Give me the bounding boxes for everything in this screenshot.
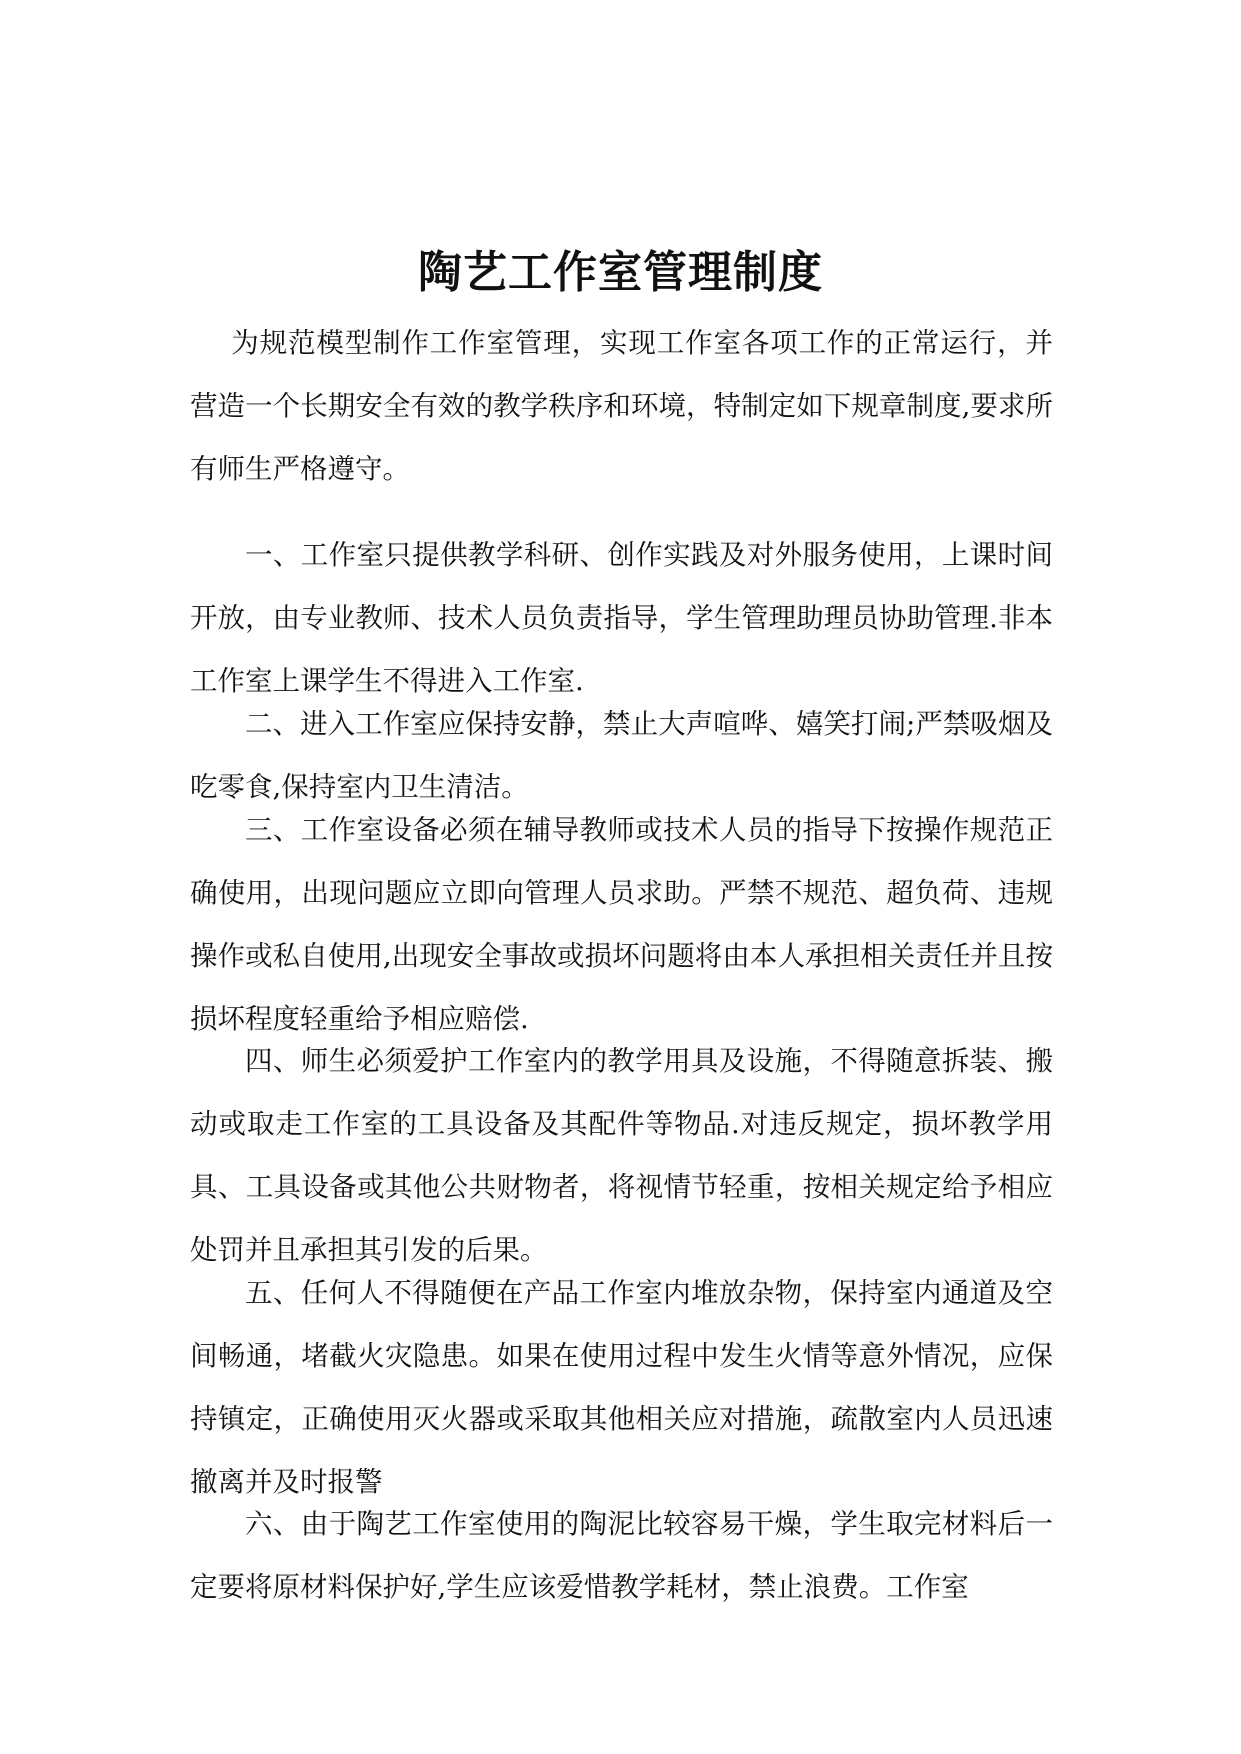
rule-paragraph-5: 五、任何人不得随便在产品工作室内堆放杂物，保持室内通道及空间畅通，堵截火灾隐患。如果在使用过程中发生火情等意外情况，应保持镇定，正确使用灭火器或采取其他相关应对措施，疏散室内人员迅速撤离并及时报警 [190, 1277, 1053, 1498]
document-title: 陶艺工作室管理制度 [418, 247, 823, 299]
rule-paragraph-6: 六、由于陶艺工作室使用的陶泥比较容易干燥，学生取完材料后一定要将原材料保护好,学生应该爱惜教学耗材，禁止浪费。工作室 [190, 1508, 1053, 1603]
rule-paragraph-4: 四、师生必须爱护工作室内的教学用具及设施，不得随意拆装、搬动或取走工作室的工具设备及其配件等物品.对违反规定，损坏教学用具、工具设备或其他公共财物者，将视情节轻重，按相关规定给予相应处罚并且承担其引发的后果。 [190, 1045, 1053, 1266]
rule-paragraph-2: 二、进入工作室应保持安静，禁止大声喧哗、嬉笑打闹;严禁吸烟及吃零食,保持室内卫生清洁。 [190, 708, 1053, 803]
rule-paragraph-3: 三、工作室设备必须在辅导教师或技术人员的指导下按操作规范正确使用，出现问题应立即向管理人员求助。严禁不规范、超负荷、违规操作或私自使用,出现安全事故或损坏问题将由本人承担相关责任并且按损坏程度轻重给予相应赔偿. [190, 814, 1053, 1035]
rule-paragraph-1: 一、工作室只提供教学科研、创作实践及对外服务使用，上课时间开放，由专业教师、技术人员负责指导，学生管理助理员协助管理.非本工作室上课学生不得进入工作室. [190, 539, 1053, 697]
intro-paragraph: 为规范模型制作工作室管理，实现工作室各项工作的正常运行，并营造一个长期安全有效的教学秩序和环境，特制定如下规章制度,要求所有师生严格遵守。 [190, 327, 1053, 485]
